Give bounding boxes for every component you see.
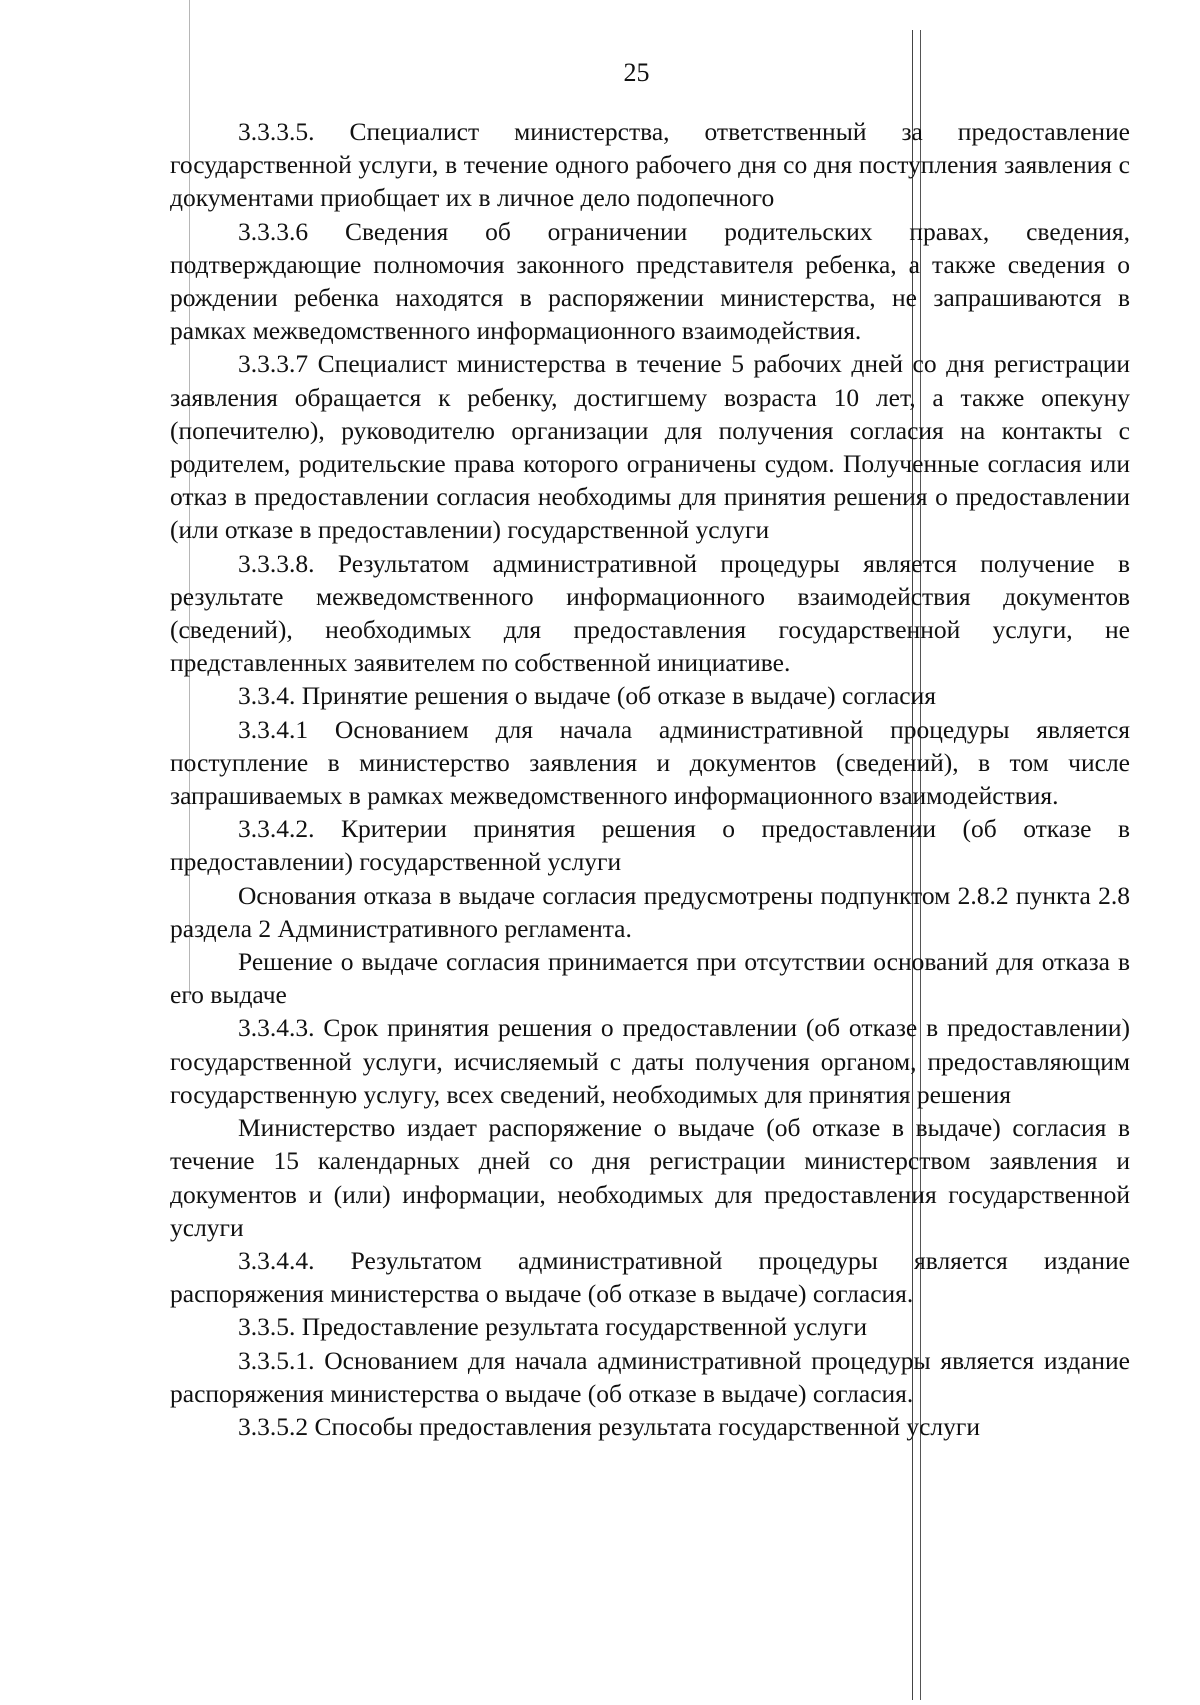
paragraph-3-3-3-6: 3.3.3.6 Сведения об ограничении родительских правах, сведения, подтверждающие полномочия законного представителя ребенка, а также сведения о рождении ребенка находятся в распоряжении министерства, не запрашиваются в рамках межведомственного информационного взаимодействия. xyxy=(170,216,1130,346)
paragraph-3-3-3-8: 3.3.3.8. Результатом административной процедуры является получение в результате межведомственного информационного взаимодействия документов (сведений), необходимых для предоставления государственной услуги, не представленных заявителем по собственной инициативе. xyxy=(170,548,1130,678)
paragraph-decision-rule: Решение о выдаче согласия принимается при отсутствии оснований для отказа в его выдаче xyxy=(170,947,1130,1010)
paragraph-3-3-4: 3.3.4. Принятие решения о выдаче (об отказе в выдаче) согласия xyxy=(238,681,937,711)
paragraph-3-3-3-7: 3.3.3.7 Специалист министерства в течение 5 рабочих дней со дня регистрации заявления обращается к ребенку, достигшему возраста 10 лет, а также опекуну (попечителю), руководителю организации для получения согласия на контакты с родителем, родительские права которого ограничены судом. Полученные согласия или отказ в предоставлении согласия необходимы для принятия решения о предоставлении (или отказе в предоставлении) государственной услуги xyxy=(170,349,1130,545)
paragraph-3-3-4-2: 3.3.4.2. Критерии принятия решения о предоставлении (об отказе в предоставлении) государственной услуги xyxy=(170,814,1130,877)
paragraph-3-3-4-4: 3.3.4.4. Результатом административной процедуры является издание распоряжения министерства о выдаче (об отказе в выдаче) согласия. xyxy=(170,1245,1130,1309)
paragraph-3-3-3-5: 3.3.3.5. Специалист министерства, ответственный за предоставление государственной услуги, в течение одного рабочего дня со дня поступления заявления с документами приобщает их в личное дело подопечного xyxy=(170,117,1130,213)
paragraph-3-3-5-1: 3.3.5.1. Основанием для начала административной процедуры является издание распоряжения министерства о выдаче (об отказе в выдаче) согласия. xyxy=(170,1345,1130,1408)
paragraph-ministry-order: Министерство издает распоряжение о выдаче (об отказе в выдаче) согласия в течение 15 календарных дней со дня регистрации министерством заявления и документов и (или) информации, необходимых для предоставления государственной услуги xyxy=(170,1113,1130,1242)
paragraph-3-3-5: 3.3.5. Предоставление результата государственной услуги xyxy=(238,1312,868,1342)
paragraph-3-3-4-3: 3.3.4.3. Срок принятия решения о предоставлении (об отказе в предоставлении) государственной услуги, исчисляемый с даты получения органом, предоставляющим государственную услугу, всех сведений, необходимых для принятия решения xyxy=(170,1013,1130,1109)
document-body xyxy=(170,115,1130,1443)
paragraph-refusal-grounds: Основания отказа в выдаче согласия предусмотрены подпунктом 2.8.2 пункта 2.8 раздела 2 Административного регламента. xyxy=(170,880,1130,943)
paragraph-3-3-4-1: 3.3.4.1 Основанием для начала административной процедуры является поступление в министерство заявления и документов (сведений), в том числе запрашиваемых в рамках межведомственного информационного взаимодействия. xyxy=(170,714,1130,811)
paragraph-3-3-5-2: 3.3.5.2 Способы предоставления результата государственной услуги xyxy=(238,1411,981,1441)
page-number: 25 xyxy=(623,58,650,87)
